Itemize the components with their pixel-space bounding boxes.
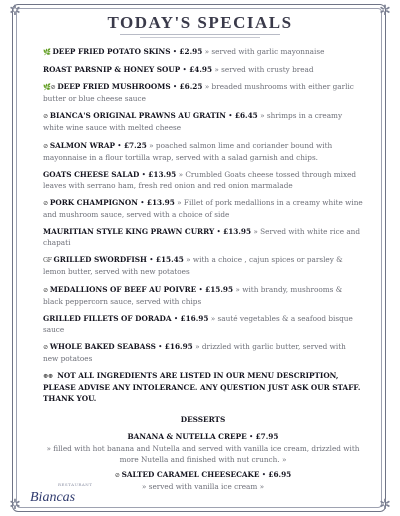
item-price: £13.95 xyxy=(148,169,177,179)
menu-item: ⊘ SALMON WRAP • £7.25 » poached salmon lime and coriander bound with mayonnaise in a flour tortilla wrap, served with a salad garnish and chips. xyxy=(43,140,333,162)
menu-item: ⊘ BIANCA'S ORIGINAL PRAWNS AU GRATIN • £6.45 » shrimps in a creamy white wine sauce with melted cheese xyxy=(43,111,343,133)
item-price: £15.95 xyxy=(205,284,234,294)
specials-list xyxy=(43,46,363,364)
menu-item: GRILLED FILLETS OF DORADA • £16.95 » sauté vegetables & a seafood bisque sauce xyxy=(43,313,353,334)
dessert-item: BANANA & NUTELLA CREPE • £7.95 » filled with hot banana and Nutella and served with vanilla ice cream, drizzled with more Nutella and finished with nut crunch. » xyxy=(43,431,363,464)
item-price: £4.95 xyxy=(189,65,213,75)
dessert-description: » filled with hot banana and Nutella and served with vanilla ice cream, drizzled with more Nutella and finished with nut crunch. » xyxy=(46,443,360,464)
menu-item: ROAST PARSNIP & HONEY SOUP • £4.95 » served with crusty bread xyxy=(43,65,314,75)
dietary-icon: ⊘ xyxy=(43,285,48,294)
allergy-notice xyxy=(43,370,363,404)
menu-item: ⊘ MEDALLIONS OF BEEF AU POIVRE • £15.95 » with brandy, mushrooms & black peppercorn sauce, served with chips xyxy=(43,284,343,306)
item-description: » Served with white rice and chapati xyxy=(43,227,361,248)
menu-item: ⊘ PORK CHAMPIGNON • £13.95 » Fillet of pork medallions in a creamy white wine and mushroom sauce, served with a choice of side xyxy=(43,197,363,220)
menu-content xyxy=(43,46,363,496)
item-price: £15.45 xyxy=(155,255,184,265)
item-name: DEEP FRIED POTATO SKINS xyxy=(52,47,171,56)
item-name: GRILLED SWORDFISH xyxy=(53,255,147,265)
menu-item: GOATS CHEESE SALAD • £13.95 » Crumbled Goats cheese tossed through mixed leaves with serrano ham, fresh red onion and red onion marmalade xyxy=(43,169,357,190)
item-name: WHOLE BAKED SEABASS xyxy=(49,341,156,351)
item-name: PORK CHAMPIGNON xyxy=(49,197,138,207)
logo-subtitle: RESTAURANT xyxy=(58,482,93,487)
item-name: BIANCA'S ORIGINAL PRAWNS AU GRATIN xyxy=(49,111,226,121)
dietary-icon: ⊘ xyxy=(43,141,48,150)
corner-ornament-icon: ✲ xyxy=(379,497,391,513)
item-description: » served with crusty bread xyxy=(214,65,314,75)
item-name: DEEP FRIED MUSHROOMS xyxy=(57,82,171,92)
item-price: £13.95 xyxy=(146,197,175,207)
corner-ornament-icon: ✲ xyxy=(9,3,21,19)
title-divider xyxy=(120,34,280,35)
item-price: £16.95 xyxy=(164,341,193,351)
item-description: » shrimps in a creamy white wine sauce with melted cheese xyxy=(43,111,343,133)
item-price: £7.25 xyxy=(123,140,147,150)
item-price: £16.95 xyxy=(180,313,209,323)
dessert-price: £7.95 xyxy=(255,432,279,442)
dietary-icon: ⊘ xyxy=(43,342,48,351)
dessert-description: » served with vanilla ice cream » xyxy=(141,481,265,491)
dessert-item: ⊘ SALTED CARAMEL CHEESECAKE • £6.95 » served with vanilla ice cream » xyxy=(43,469,363,492)
title-divider xyxy=(140,37,260,38)
item-name: GOATS CHEESE SALAD xyxy=(43,169,140,179)
dessert-name: BANANA & NUTELLA CREPE xyxy=(127,432,247,442)
item-description: » served with garlic mayonnaise xyxy=(204,47,325,56)
desserts-heading: DESSERTS xyxy=(180,415,226,425)
item-price: £2.95 xyxy=(179,47,203,56)
item-description: » Fillet of pork medallions in a creamy white wine and mushroom sauce, served with a choice of side xyxy=(43,197,363,220)
dessert-name: SALTED CARAMEL CHEESECAKE xyxy=(121,469,260,479)
dietary-icon: GF xyxy=(43,256,52,265)
allergy-notice-text: NOT ALL INGREDIENTS ARE LISTED IN OUR MENU DESCRIPTION, PLEASE ADVISE ANY INTOLERANCE. ANY QUESTION JUST ASK OUR STAFF. THANK YOU. xyxy=(43,371,361,404)
item-description: » with brandy, mushrooms & black peppercorn sauce, served with chips xyxy=(43,284,343,306)
item-name: MAURITIAN STYLE KING PRAWN CURRY xyxy=(43,227,215,237)
menu-item: MAURITIAN STYLE KING PRAWN CURRY • £13.95 » Served with white rice and chapati xyxy=(43,227,361,248)
item-name: ROAST PARSNIP & HONEY SOUP xyxy=(43,65,181,75)
item-description: » sauté vegetables & a seafood bisque sauce xyxy=(43,313,353,334)
menu-item: 🌿⊘ DEEP FRIED MUSHROOMS • £6.25 » breaded mushrooms with either garlic butter or blue cheese sauce xyxy=(43,82,354,104)
menu-item: 🌿 DEEP FRIED POTATO SKINS • £2.95 » served with garlic mayonnaise xyxy=(43,46,363,58)
corner-ornament-icon: ✲ xyxy=(379,3,391,19)
item-description: » poached salmon lime and coriander bound with mayonnaise in a flour tortilla wrap, served with a salad garnish and chips. xyxy=(43,140,333,162)
dietary-icon: ⊘ xyxy=(43,112,48,121)
menu-item: ⊘ WHOLE BAKED SEABASS • £16.95 » drizzled with garlic butter, served with new potatoes xyxy=(43,341,346,363)
item-price: £6.45 xyxy=(234,111,258,121)
dietary-icon: ⊘ xyxy=(114,470,120,479)
item-price: £6.25 xyxy=(179,82,203,92)
menu-item: GF GRILLED SWORDFISH • £15.45 » with a choice , cajun spices or parsley & lemon butter, served with new potatoes xyxy=(43,255,343,277)
item-price: £13.95 xyxy=(223,227,252,237)
page-title: TODAY'S SPECIALS xyxy=(107,13,293,32)
item-name: GRILLED FILLETS OF DORADA xyxy=(43,313,172,323)
item-description: » Crumbled Goats cheese tossed through mixed leaves with serrano ham, fresh red onion and red onion marmalade xyxy=(43,169,357,190)
dietary-icon: ⊘ xyxy=(43,198,48,207)
allergen-icon: ⊕⊕ xyxy=(43,372,53,381)
dietary-icon: 🌿⊘ xyxy=(43,83,56,92)
dietary-icon: 🌿 xyxy=(43,48,51,56)
item-description: » drizzled with garlic butter, served with new potatoes xyxy=(43,341,346,363)
item-name: MEDALLIONS OF BEEF AU POIVRE xyxy=(49,284,197,294)
item-description: » with a choice , cajun spices or parsley & lemon butter, served with new potatoes xyxy=(43,255,343,277)
dessert-price: £6.95 xyxy=(268,469,292,479)
corner-ornament-icon: ✲ xyxy=(9,497,21,513)
restaurant-logo: Biancas xyxy=(30,490,76,505)
item-name: SALMON WRAP xyxy=(49,140,115,150)
item-description: » breaded mushrooms with either garlic butter or blue cheese sauce xyxy=(43,82,354,104)
